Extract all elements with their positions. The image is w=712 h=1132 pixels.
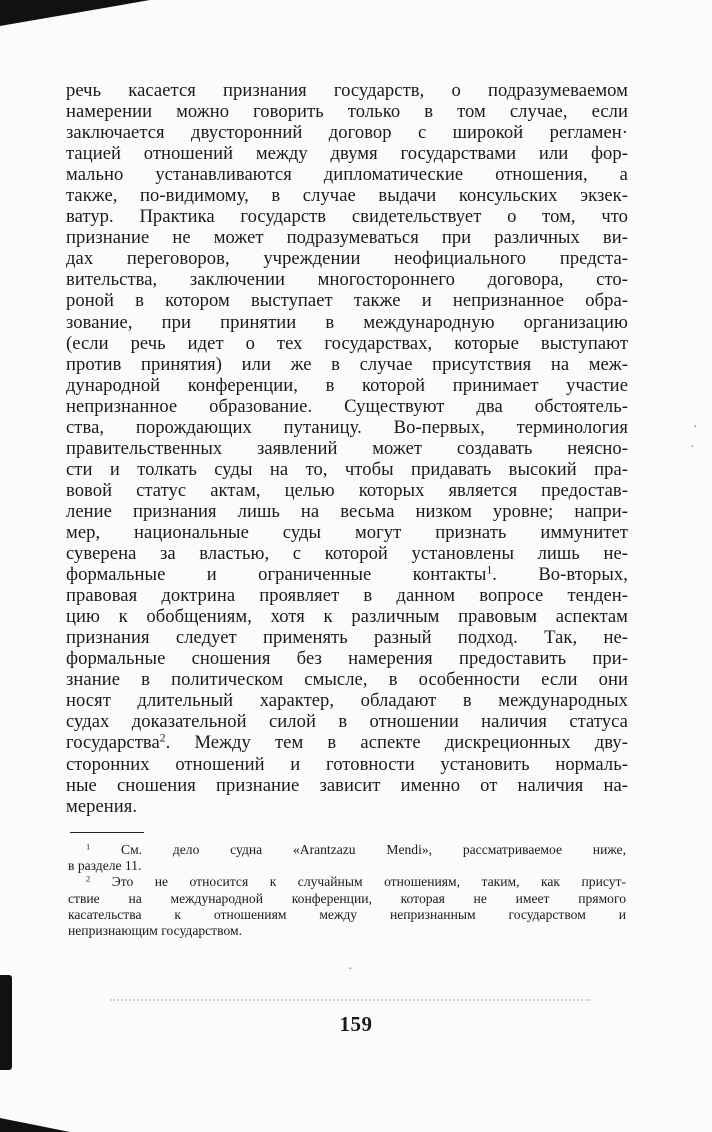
footnote-2 xyxy=(68,874,626,939)
scan-shadow-bottom-left xyxy=(0,1118,70,1132)
footnote-line: в разделе 11. xyxy=(68,858,142,874)
text-line: речь касается признания государств, о подразумеваемом xyxy=(66,80,628,101)
text-line: тацией отношений между двумя государствами или фор- xyxy=(66,143,628,165)
text-line: роной в котором выступает также и непризнанное обра- xyxy=(66,290,628,312)
footnote-ref-1: 1 xyxy=(486,564,493,577)
text-line-with-footnote-ref xyxy=(66,564,628,585)
text-line: знание в политическом смысле, в особенности если они xyxy=(66,669,628,691)
text-line: дународной конференции, в которой принимает участие xyxy=(66,374,628,396)
text-segment: государства xyxy=(66,732,160,754)
scan-speck: · xyxy=(690,440,695,455)
bleed-through-dots xyxy=(110,985,590,1001)
footnote-text: См. дело судна «Arantzazu Mendi», рассматриваемое ниже, xyxy=(121,842,626,857)
text-line: дах переговоров, учреждении неофициального предста- xyxy=(66,248,628,270)
footnote-line: непризнающим государством. xyxy=(68,923,242,939)
footnote-separator xyxy=(70,832,144,833)
text-line: ные сношения признание зависит именно от наличия на- xyxy=(66,774,628,796)
text-line: мально устанавливаются дипломатические отношения, а xyxy=(66,164,628,186)
text-line: (если речь идет о тех государствах, которые выступают xyxy=(66,332,628,354)
text-line: сти и толкать суды на то, чтобы придавать высокий пра- xyxy=(66,458,628,480)
text-line: ление признания лишь на весьма низком уровне; напри- xyxy=(66,500,628,522)
text-line: вовой статус актам, целью которых является предостав- xyxy=(66,479,628,501)
footnotes xyxy=(68,842,626,939)
text-line: ватур. Практика государств свидетельствует о том, что xyxy=(66,206,628,228)
text-line: зование, при принятии в международную организацию xyxy=(66,311,628,333)
text-line: сторонних отношений и готовности установить нормаль- xyxy=(66,753,628,775)
text-segment: формальные и ограниченные контакты xyxy=(66,564,487,586)
footnote-line xyxy=(68,842,626,858)
text-line: заключается двусторонний договор с широкой регламен· xyxy=(66,122,628,144)
scan-shadow-top-left xyxy=(0,0,150,26)
footnote-line xyxy=(68,874,626,890)
text-line: непризнанное образование. Существуют два обстоятель- xyxy=(66,395,628,417)
text-segment: . Между тем в аспекте дискреционных дву- xyxy=(165,732,628,754)
scan-speck: · xyxy=(693,420,698,435)
text-line-with-footnote-ref xyxy=(66,732,628,753)
footnote-marker: 1 xyxy=(86,842,91,852)
main-text-block xyxy=(66,80,628,817)
text-line: также, по-видимому, в случае выдачи консульских экзек- xyxy=(66,185,628,207)
text-line: вительства, заключении многостороннего договора, сто- xyxy=(66,269,628,291)
text-line: против принятия) или же в случае присутствия на меж- xyxy=(66,353,628,375)
text-line: признание не может подразумеваться при различных ви- xyxy=(66,227,628,249)
text-line: суверена за властью, с которой установлены лишь не- xyxy=(66,543,628,565)
text-line: ства, порождающих путаницу. Во-первых, терминология xyxy=(66,416,628,438)
text-line: мер, национальные суды могут признать иммунитет xyxy=(66,521,628,543)
text-line: правительственных заявлений может создавать неясно- xyxy=(66,437,628,459)
scan-speck: · xyxy=(348,962,353,977)
text-line: мерения. xyxy=(66,795,138,817)
footnote-ref-2: 2 xyxy=(159,733,166,746)
footnote-line: ствие на международной конференции, которая не имеет прямого xyxy=(68,890,626,906)
page-number: 159 xyxy=(339,1012,373,1036)
text-line: цию к обобщениям, хотя к различным правовым аспектам xyxy=(66,606,628,628)
text-line: носят длительный характер, обладают в международных xyxy=(66,690,628,712)
text-line: намерении можно говорить только в том случае, если xyxy=(66,101,628,123)
footnote-line: касательства к отношениям между непризнанным государством и xyxy=(68,906,626,922)
text-line: формальные сношения без намерения предоставить при- xyxy=(66,648,628,670)
text-line: признания следует применять разный подход. Так, не- xyxy=(66,627,628,649)
footnote-text: Это не относится к случайным отношениям, таким, как присут- xyxy=(111,874,626,890)
text-line: судах доказательной силой в отношении наличия статуса xyxy=(66,711,628,733)
text-segment: . Во-вторых, xyxy=(492,564,628,586)
footnote-1 xyxy=(68,842,626,874)
footnote-marker: 2 xyxy=(86,874,91,884)
text-line: правовая доктрина проявляет в данном вопросе тенден- xyxy=(66,585,628,607)
